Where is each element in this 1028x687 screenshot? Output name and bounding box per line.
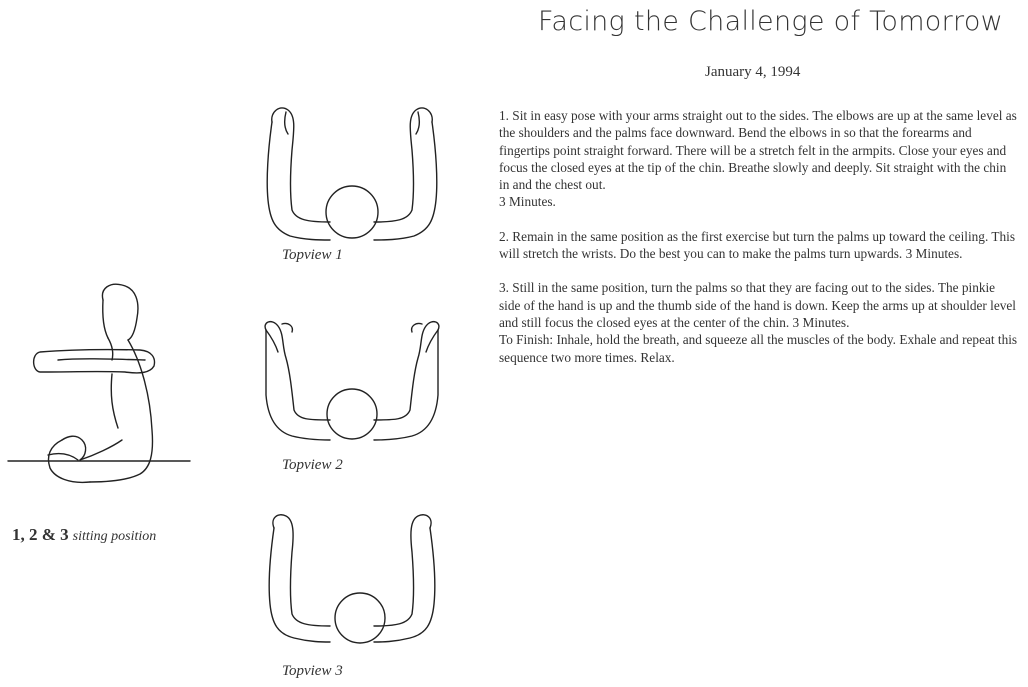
step-1-text: 1. Sit in easy pose with your arms straight out to the sides. The elbows are up at the same level as the shoulders and the palms face downward. Bend the elbows in so that the forearms and fingertips point straight forward. There will be a stretch felt in the armpits. Close your eyes and focus the closed eyes at the tip of the chin. Breathe slowly and deeply. Sit straight with the chin in and the chest out. xyxy=(499,108,1017,193)
document-date: January 4, 1994 xyxy=(705,64,801,80)
instructions xyxy=(499,107,1019,366)
sitting-position-caption xyxy=(12,525,156,545)
finish-text: To Finish: Inhale, hold the breath, and squeeze all the muscles of the body. Exhale and repeat this sequence two more times. Relax. xyxy=(499,332,1018,365)
topview-3-illustration xyxy=(269,515,435,643)
sitting-caption-numbers: 1, 2 & 3 xyxy=(12,525,69,544)
sitting-figure-illustration xyxy=(8,284,190,482)
step-1-duration: 3 Minutes. xyxy=(499,194,556,210)
sitting-caption-text: sitting position xyxy=(72,529,157,544)
topview-1-caption: Topview 1 xyxy=(282,247,343,263)
page-title: Facing the Challenge of Tomorrow xyxy=(538,6,1004,37)
topview-2-illustration xyxy=(265,322,439,440)
topview-2-caption: Topview 2 xyxy=(282,457,343,473)
step-2-text: 2. Remain in the same position as the first exercise but turn the palms up toward the ceiling. This will stretch the wrists. Do the best you can to make the palms turn upwards. 3 Minutes. xyxy=(499,228,1016,262)
step-3-text: 3. Still in the same position, turn the palms so that they are facing out to the sides. The pinkie side of the hand is up and the thumb side of the hand is down. Keep the arms up at shoulder level and still focus the closed eyes at the center of the chin. 3 Minutes. xyxy=(499,280,1016,330)
topview-3-caption: Topview 3 xyxy=(282,663,343,679)
topview-1-illustration xyxy=(267,108,437,240)
